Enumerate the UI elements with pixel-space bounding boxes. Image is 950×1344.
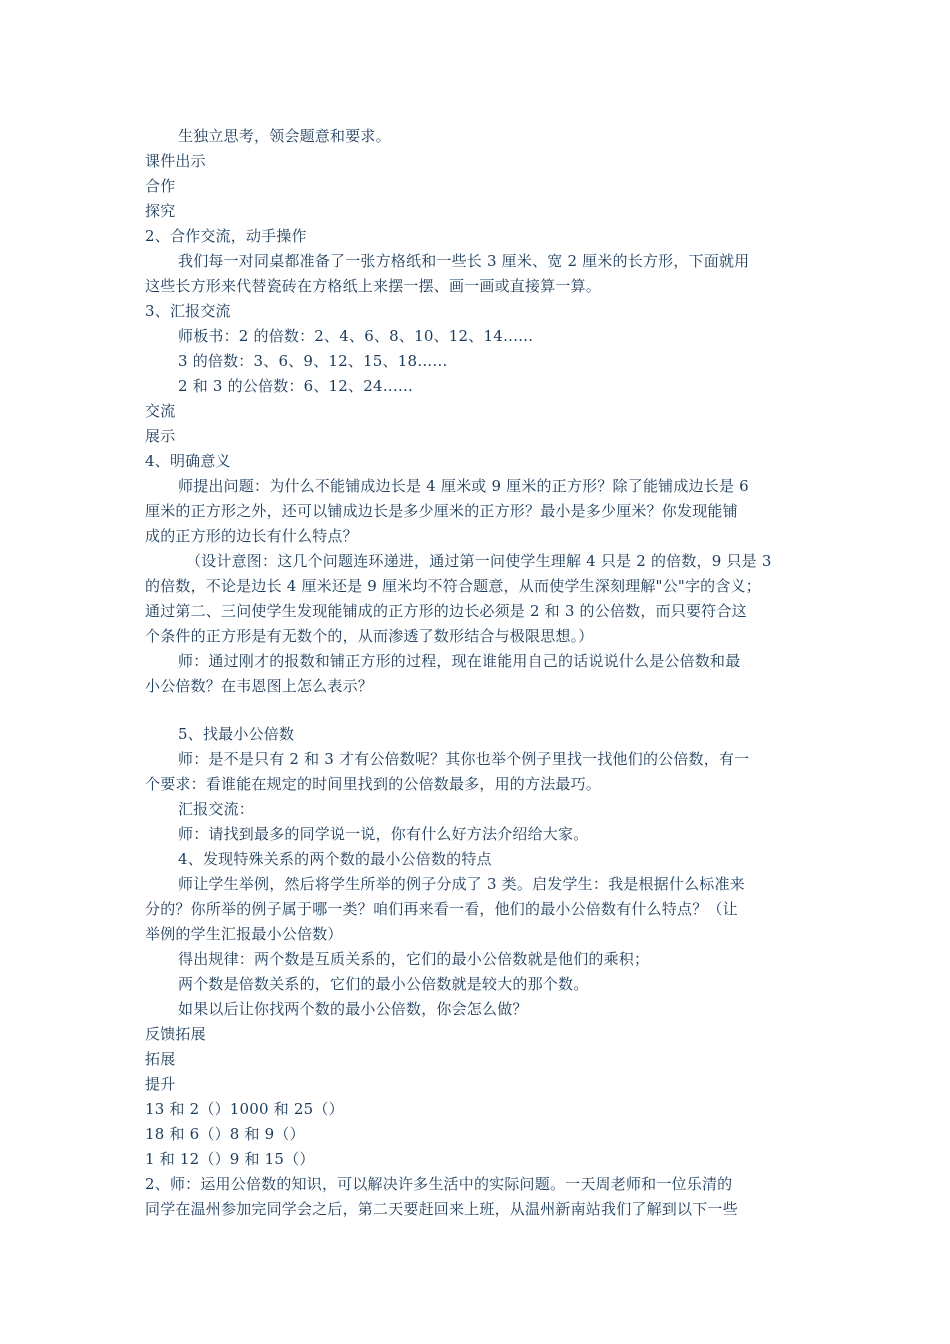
text-line: 交流 — [145, 402, 176, 420]
text-line: 师让学生举例，然后将学生所举的例子分成了 3 类。启发学生：我是根据什么标准来 — [178, 875, 745, 893]
text-line: 反馈拓展 — [145, 1025, 206, 1043]
text-line: 合作 — [145, 177, 176, 195]
text-line: 汇报交流： — [178, 800, 255, 818]
section-heading: 2、合作交流，动手操作 — [145, 227, 307, 245]
text-line: 探究 — [145, 202, 176, 220]
text-line: 小公倍数？在韦恩图上怎么表示？ — [145, 677, 374, 695]
section-heading: 3、汇报交流 — [145, 302, 231, 320]
text-line: 展示 — [145, 427, 176, 445]
exercise-line: 18 和 6（）8 和 9（） — [145, 1125, 305, 1143]
text-line: 课件出示 — [145, 152, 206, 170]
text-line: 举例的学生汇报最小公倍数） — [145, 925, 343, 943]
text-line: 成的正方形的边长有什么特点？ — [145, 527, 358, 545]
text-line: 通过第二、三问使学生发现能铺成的正方形的边长必须是 2 和 3 的公倍数，而只要符合这 — [145, 602, 747, 620]
text-line: 提升 — [145, 1075, 176, 1093]
text-line: 个条件的正方形是有无数个的，从而渗透了数形结合与极限思想。） — [145, 627, 594, 645]
text-line: 拓展 — [145, 1050, 176, 1068]
text-line: 2、师：运用公倍数的知识，可以解决许多生活中的实际问题。一天周老师和一位乐清的 — [145, 1175, 733, 1193]
text-line: 生独立思考，领会题意和要求。 — [178, 127, 391, 145]
text-line: 两个数是倍数关系的，它们的最小公倍数就是较大的那个数。 — [178, 975, 589, 993]
exercise-line: 1 和 12（）9 和 15（） — [145, 1150, 315, 1168]
text-line: 师：通过刚才的报数和铺正方形的过程，现在谁能用自己的话说说什么是公倍数和最 — [178, 652, 741, 670]
text-line: 2 和 3 的公倍数：6、12、24…… — [178, 377, 414, 395]
text-line: 个要求：看谁能在规定的时间里找到的公倍数最多，用的方法最巧。 — [145, 775, 602, 793]
text-line: 师：是不是只有 2 和 3 才有公倍数呢？其你也举个例子里找一找他们的公倍数，有一 — [178, 750, 750, 768]
text-line: 师板书：2 的倍数：2、4、6、8、10、12、14…… — [178, 327, 534, 345]
section-heading: 4、发现特殊关系的两个数的最小公倍数的特点 — [178, 850, 492, 868]
section-heading: 5、找最小公倍数 — [178, 725, 295, 743]
text-line: 分的？你所举的例子属于哪一类？咱们再来看一看，他们的最小公倍数有什么特点？（让 — [145, 900, 738, 918]
text-line: 师：请找到最多的同学说一说，你有什么好方法介绍给大家。 — [178, 825, 589, 843]
text-line: 同学在温州参加完同学会之后，第二天要赶回来上班，从温州新南站我们了解到以下一些 — [145, 1200, 738, 1218]
text-line: 如果以后让你找两个数的最小公倍数，你会怎么做？ — [178, 1000, 528, 1018]
text-line: 这些长方形来代替瓷砖在方格纸上来摆一摆、画一画或直接算一算。 — [145, 277, 602, 295]
text-line: 的倍数，不论是边长 4 厘米还是 9 厘米均不符合题意，从而使学生深刻理解"公"字的含义； — [145, 577, 761, 595]
text-line: 我们每一对同桌都准备了一张方格纸和一些长 3 厘米、宽 2 厘米的长方形，下面就用 — [178, 252, 750, 270]
text-line: 师提出问题：为什么不能铺成边长是 4 厘米或 9 厘米的正方形？除了能铺成边长是 6 — [178, 477, 749, 495]
text-line: （设计意图：这几个问题连环递进，通过第一问使学生理解 4 只是 2 的倍数，9 只是 3 — [186, 552, 772, 570]
section-heading: 4、明确意义 — [145, 452, 231, 470]
text-line: 得出规律：两个数是互质关系的，它们的最小公倍数就是他们的乘积； — [178, 950, 650, 968]
exercise-line: 13 和 2（）1000 和 25（） — [145, 1100, 344, 1118]
text-line: 厘米的正方形之外，还可以铺成边长是多少厘米的正方形？最小是多少厘米？你发现能铺 — [145, 502, 738, 520]
text-line: 3 的倍数：3、6、9、12、15、18…… — [178, 352, 448, 370]
